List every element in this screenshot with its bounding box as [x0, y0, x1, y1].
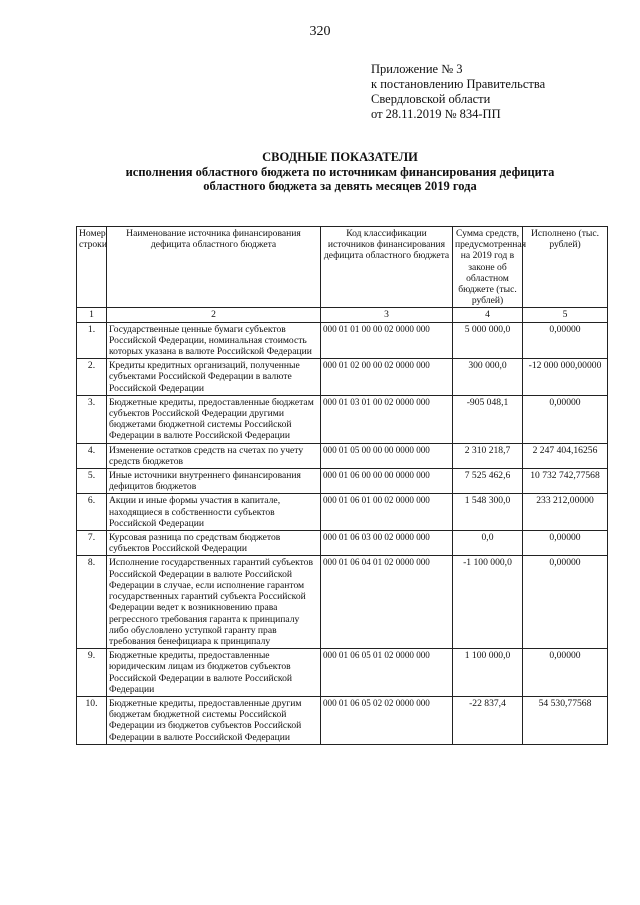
planned-amount: -1 100 000,0 — [453, 556, 523, 649]
executed-amount: 233 212,00000 — [523, 494, 608, 531]
header-row-number: Номер строки — [77, 227, 107, 308]
source-name: Изменение остатков средств на счетах по учету средств бюджетов — [107, 443, 321, 468]
source-name: Акции и иные формы участия в капитале, находящиеся в собственности субъектов Российской Федерации — [107, 494, 321, 531]
source-name: Бюджетные кредиты, предоставленные другим бюджетам бюджетной системы Российской Федерации из бюджетов субъектов Российской Федерации в валюте Российской Федерации — [107, 696, 321, 744]
column-index: 5 — [523, 308, 608, 322]
row-number: 2. — [77, 359, 107, 396]
classification-code: 000 01 06 01 00 02 0000 000 — [321, 494, 453, 531]
title-line-2: исполнения областного бюджета по источникам финансирования дефицита — [125, 164, 555, 179]
page-number: 320 — [309, 24, 331, 39]
row-number: 9. — [77, 649, 107, 697]
source-name: Кредиты кредитных организаций, полученные субъектами Российской Федерации в валюте Российской Федерации — [107, 359, 321, 396]
classification-code: 000 01 06 05 01 02 0000 000 — [321, 649, 453, 697]
classification-code: 000 01 06 03 00 02 0000 000 — [321, 531, 453, 556]
financing-sources-table — [76, 226, 608, 745]
row-number: 3. — [77, 395, 107, 443]
table-row — [77, 556, 608, 649]
appendix-line: от 28.11.2019 № 834-ПП — [371, 107, 501, 121]
row-number: 5. — [77, 469, 107, 494]
table-row — [77, 359, 608, 396]
classification-code: 000 01 02 00 00 02 0000 000 — [321, 359, 453, 396]
executed-amount: 0,00000 — [523, 395, 608, 443]
source-name: Курсовая разница по средствам бюджетов субъектов Российской Федерации — [107, 531, 321, 556]
header-planned-amount: Сумма средств, предусмотренная на 2019 год в законе об областном бюджете (тыс. рублей) — [453, 227, 523, 308]
table-header-row — [77, 227, 608, 308]
planned-amount: 1 100 000,0 — [453, 649, 523, 697]
planned-amount: -22 837,4 — [453, 696, 523, 744]
executed-amount: 54 530,77568 — [523, 696, 608, 744]
planned-amount: 300 000,0 — [453, 359, 523, 396]
source-name: Бюджетные кредиты, предоставленные бюджетам субъектов Российской Федерации другими бюджетами бюджетной системы Российской Федерации в валюте Российской Федерации — [107, 395, 321, 443]
planned-amount: 2 310 218,7 — [453, 443, 523, 468]
planned-amount: 0,0 — [453, 531, 523, 556]
title-line-1: СВОДНЫЕ ПОКАЗАТЕЛИ — [262, 150, 418, 164]
row-number: 4. — [77, 443, 107, 468]
table-row — [77, 531, 608, 556]
column-index-row — [77, 308, 608, 322]
source-name: Государственные ценные бумаги субъектов Российской Федерации, номинальная стоимость которых указана в валюте Российской Федерации — [107, 322, 321, 359]
row-number: 10. — [77, 696, 107, 744]
source-name: Исполнение государственных гарантий субъектов Российской Федерации в валюте Российской Федерации в случае, если исполнение гарантом государственных гарантий субъекта Российской Федерации ведет к возникновению права регрессного требования гаранта к принципалу либо обусловлено уступкой гаранту прав требования бенефициара к принципалу — [107, 556, 321, 649]
title-line-3: областного бюджета за девять месяцев 2019 года — [203, 179, 477, 193]
row-number: 8. — [77, 556, 107, 649]
table-row — [77, 395, 608, 443]
table-row — [77, 322, 608, 359]
row-number: 6. — [77, 494, 107, 531]
table-row — [77, 469, 608, 494]
table-row — [77, 696, 608, 744]
executed-amount: 2 247 404,16256 — [523, 443, 608, 468]
header-classification-code: Код классификации источников финансирования дефицита областного бюджета — [321, 227, 453, 308]
appendix-line: Приложение № 3 — [371, 62, 463, 76]
document-title — [60, 150, 620, 194]
executed-amount: 0,00000 — [523, 531, 608, 556]
column-index: 4 — [453, 308, 523, 322]
row-number: 1. — [77, 322, 107, 359]
classification-code: 000 01 01 00 00 02 0000 000 — [321, 322, 453, 359]
header-source-name: Наименование источника финансирования дефицита областного бюджета — [107, 227, 321, 308]
table-row — [77, 649, 608, 697]
classification-code: 000 01 06 05 02 02 0000 000 — [321, 696, 453, 744]
appendix-block — [371, 62, 545, 122]
appendix-line: Свердловской области — [371, 92, 491, 106]
source-name: Иные источники внутреннего финансирования дефицитов бюджетов — [107, 469, 321, 494]
table-row — [77, 494, 608, 531]
row-number: 7. — [77, 531, 107, 556]
table-row — [77, 443, 608, 468]
executed-amount: -12 000 000,00000 — [523, 359, 608, 396]
column-index: 3 — [321, 308, 453, 322]
planned-amount: -905 048,1 — [453, 395, 523, 443]
classification-code: 000 01 03 01 00 02 0000 000 — [321, 395, 453, 443]
classification-code: 000 01 06 04 01 02 0000 000 — [321, 556, 453, 649]
header-executed-amount: Исполнено (тыс. рублей) — [523, 227, 608, 308]
appendix-line: к постановлению Правительства — [371, 77, 546, 91]
planned-amount: 5 000 000,0 — [453, 322, 523, 359]
column-index: 1 — [77, 308, 107, 322]
executed-amount: 0,00000 — [523, 649, 608, 697]
classification-code: 000 01 06 00 00 00 0000 000 — [321, 469, 453, 494]
executed-amount: 0,00000 — [523, 556, 608, 649]
planned-amount: 7 525 462,6 — [453, 469, 523, 494]
classification-code: 000 01 05 00 00 00 0000 000 — [321, 443, 453, 468]
executed-amount: 0,00000 — [523, 322, 608, 359]
source-name: Бюджетные кредиты, предоставленные юридическим лицам из бюджетов субъектов Российской Федерации в валюте Российской Федерации — [107, 649, 321, 697]
executed-amount: 10 732 742,77568 — [523, 469, 608, 494]
column-index: 2 — [107, 308, 321, 322]
planned-amount: 1 548 300,0 — [453, 494, 523, 531]
